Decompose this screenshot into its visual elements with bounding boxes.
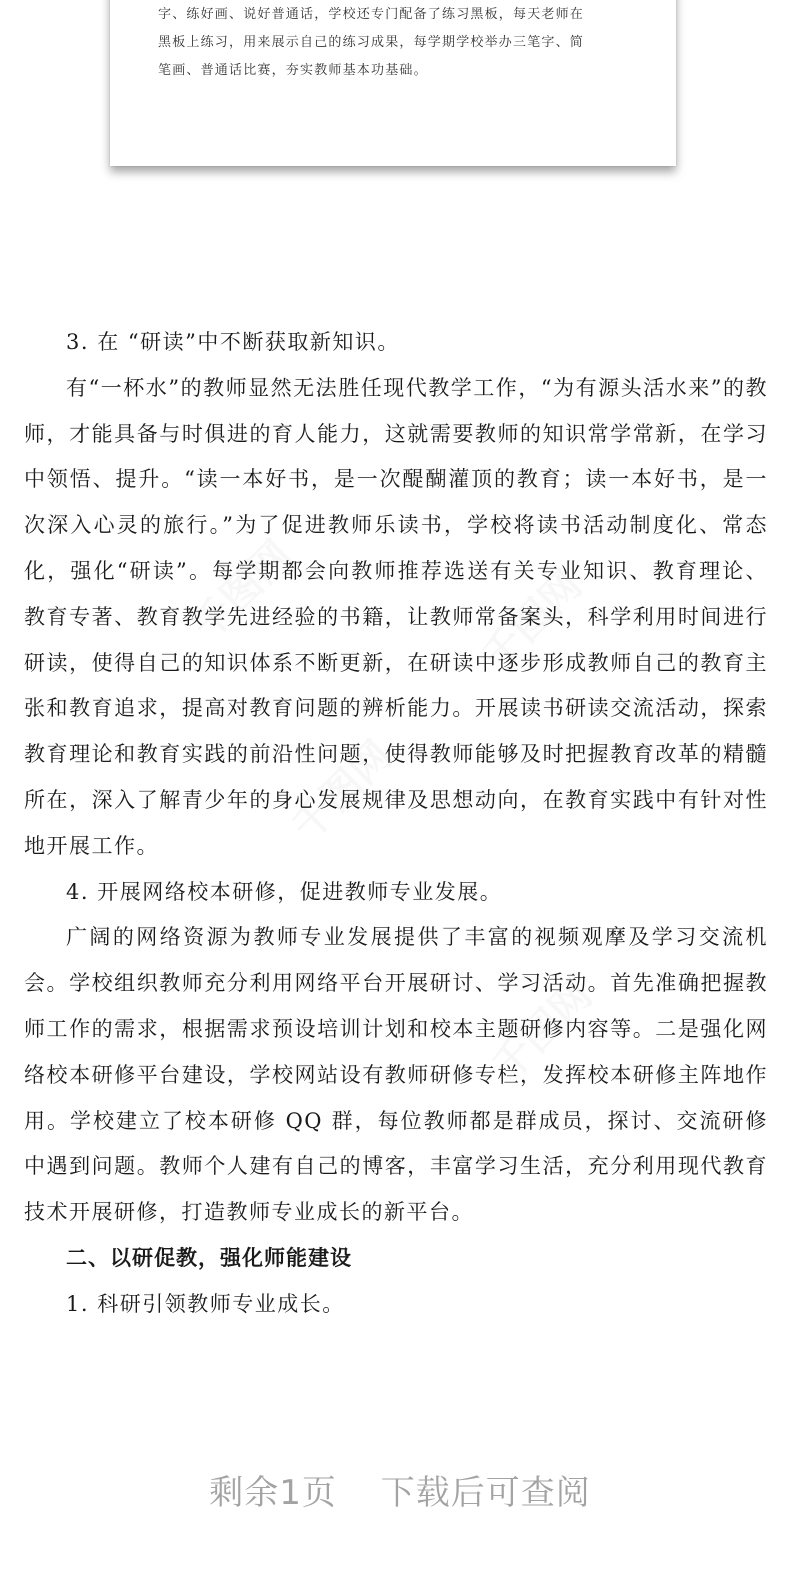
watermark: 千图网	[183, 532, 302, 650]
download-to-view-label[interactable]: 下载后可查阅	[380, 1473, 591, 1513]
previous-page-line: 字、练好画、说好普通话，学校还专门配备了练习黑板，每天老师在	[158, 7, 585, 22]
document-body	[24, 320, 768, 1328]
watermark: 千图网	[283, 732, 402, 850]
subsection-1-heading: 1. 科研引领教师专业成长。	[66, 1291, 345, 1316]
previous-page-line: 笔画、普通话比赛，夯实教师基本功基础。	[158, 63, 428, 78]
previous-page-preview	[110, 0, 676, 166]
remaining-pages-label: 剩余1页	[209, 1473, 337, 1513]
watermark: 千图网	[473, 562, 592, 680]
section-4-heading: 4. 开展网络校本研修，促进教师专业发展。	[66, 879, 503, 904]
previous-page-text	[158, 1, 636, 85]
section-3-paragraph: 有“一杯水”的教师显然无法胜任现代教学工作，“为有源头活水来”的教师，才能具备与时俱进的育人能力，这就需要教师的知识常学常新，在学习中领悟、提升。“读一本好书，是一次醍醐灌顶的教育；读一本好书，是一次深入心灵的旅行。”为了促进教师乐读书，学校将读书活动制度化、常态化，强化“研读”。每学期都会向教师推荐选送有关专业知识、教育理论、教育专著、教育教学先进经验的书籍，让教师常备案头，科学利用时间进行研读，使得自己的知识体系不断更新，在研读中逐步形成教师自己的教育主张和教育追求，提高对教育问题的辨析能力。开展读书研读交流活动，探索教育理论和教育实践的前沿性问题，使得教师能够及时把握教育改革的精髓所在，深入了解青少年的身心发展规律及思想动向，在教育实践中有针对性地开展工作。	[24, 375, 768, 858]
section-4-paragraph: 广阔的网络资源为教师专业发展提供了丰富的视频观摩及学习交流机会。学校组织教师充分利用网络平台开展研讨、学习活动。首先准确把握教师工作的需求，根据需求预设培训计划和校本主题研修内容等。二是强化网络校本研修平台建设，学校网站设有教师研修专栏，发挥校本研修主阵地作用。学校建立了校本研修 QQ 群，每位教师都是群成员，探讨、交流研修中遇到问题。教师个人建有自己的博客，丰富学习生活，充分利用现代教育技术开展研修，打造教师专业成长的新平台。	[24, 925, 768, 1225]
part-two-heading: 二、以研促教，强化师能建设	[66, 1245, 352, 1270]
download-prompt[interactable]	[0, 1465, 800, 1514]
section-3-heading: 3. 在 “研读”中不断获取新知识。	[66, 330, 400, 354]
previous-page-line: 黑板上练习，用来展示自己的练习成果，每学期学校举办三笔字、简	[158, 35, 585, 50]
watermark: 千图网	[483, 972, 602, 1090]
